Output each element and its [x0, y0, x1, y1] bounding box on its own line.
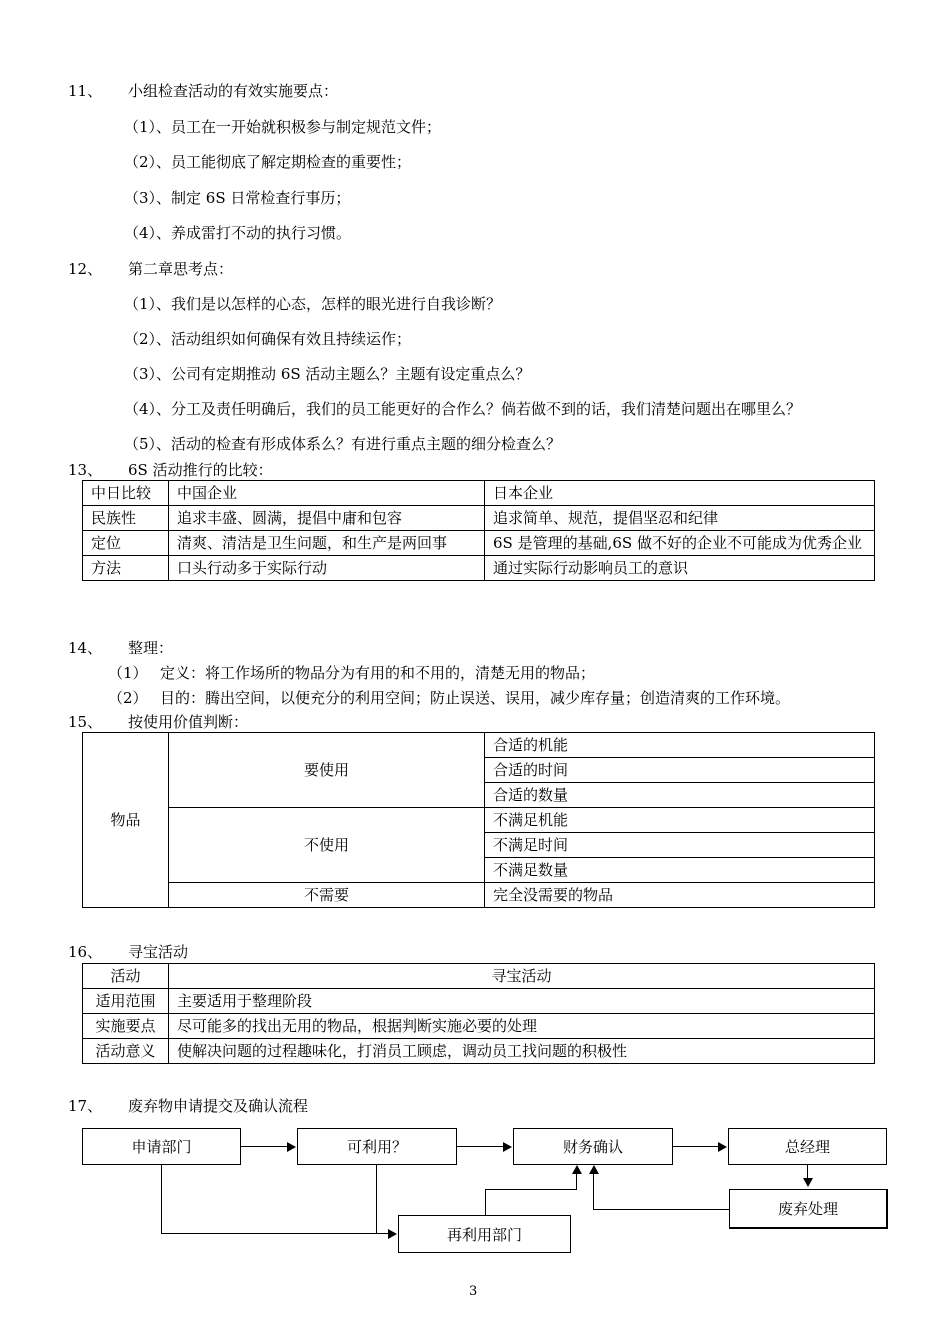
connector-line	[161, 1233, 389, 1234]
section-14-item-text: 定义：将工作场所的物品分为有用的和不用的，清楚无用的物品；	[160, 664, 596, 682]
table-row	[83, 808, 875, 833]
table-cell: 清爽、清洁是卫生问题，和生产是两回事	[169, 531, 485, 556]
arrow-right-icon	[287, 1142, 296, 1152]
table-cell: 追求丰盛、圆满，提倡中庸和包容	[169, 506, 485, 531]
section-13-number: 13、	[68, 461, 103, 479]
section-16-number: 16、	[68, 943, 103, 961]
table-row	[83, 531, 875, 556]
sub-cell: 完全没需要的物品	[485, 883, 875, 908]
section-13-title: 6S 活动推行的比较：	[128, 461, 273, 479]
group-cell: 要使用	[169, 733, 485, 808]
table-row	[83, 989, 875, 1014]
table-row	[83, 883, 875, 908]
flow-node-finance: 财务确认	[513, 1128, 673, 1165]
table-cell: 活动	[83, 964, 169, 989]
sub-cell: 合适的机能	[485, 733, 875, 758]
connector-line	[161, 1165, 162, 1234]
table-cell: 活动意义	[83, 1039, 169, 1064]
connector-line	[593, 1174, 594, 1210]
item-cell: 物品	[83, 733, 169, 908]
section-16-title: 寻宝活动	[128, 943, 189, 961]
arrow-right-icon	[503, 1142, 512, 1152]
table-cell: 寻宝活动	[169, 964, 875, 989]
group-cell: 不需要	[169, 883, 485, 908]
section-12-number: 12、	[68, 260, 103, 278]
section-11-number: 11、	[68, 82, 103, 100]
value-judgment-table	[82, 732, 875, 908]
section-12-item: （5）、活动的检查有形成体系么？有进行重点主题的细分检查么？	[124, 435, 562, 453]
sub-cell: 不满足数量	[485, 858, 875, 883]
sub-cell: 不满足时间	[485, 833, 875, 858]
arrow-up-icon	[589, 1165, 599, 1174]
sub-cell: 合适的时间	[485, 758, 875, 783]
sub-cell: 合适的数量	[485, 783, 875, 808]
section-14-item-text: 目的：腾出空间，以便充分的利用空间；防止误送、误用，减少库存量；创造清爽的工作环境。	[160, 689, 791, 707]
table-cell: 日本企业	[485, 481, 875, 506]
section-12-item: （2）、活动组织如何确保有效且持续运作；	[124, 330, 412, 348]
table-cell: 方法	[83, 556, 169, 581]
section-15-number: 15、	[68, 713, 103, 731]
section-11-item: （2）、员工能彻底了解定期检查的重要性；	[124, 153, 412, 171]
table-cell: 通过实际行动影响员工的意识	[485, 556, 875, 581]
section-17-title: 废弃物申请提交及确认流程	[128, 1097, 309, 1115]
arrow-right-icon	[388, 1229, 397, 1239]
section-11-item: （3）、制定 6S 日常检查行事历；	[124, 189, 351, 207]
table-row	[83, 481, 875, 506]
flow-node-reuse-dept: 再利用部门	[398, 1215, 571, 1253]
table-cell: 使解决问题的过程趣味化，打消员工顾虑，调动员工找问题的积极性	[169, 1039, 875, 1064]
section-14-item-number: （2）	[108, 689, 148, 707]
table-cell: 适用范围	[83, 989, 169, 1014]
section-12-item: （4）、分工及责任明确后，我们的员工能更好的合作么？倘若做不到的话，我们清楚问题出在哪里么？	[124, 400, 802, 418]
table-row	[83, 1039, 875, 1064]
comparison-table	[82, 480, 875, 581]
table-cell: 定位	[83, 531, 169, 556]
table-cell: 实施要点	[83, 1014, 169, 1039]
section-12-title: 第二章思考点：	[128, 260, 234, 278]
table-row	[83, 506, 875, 531]
arrow-up-icon	[572, 1165, 582, 1174]
section-14-number: 14、	[68, 639, 103, 657]
flow-node-reusable: 可利用？	[297, 1128, 457, 1165]
connector-line	[576, 1174, 577, 1190]
connector-line	[485, 1189, 577, 1190]
table-cell: 中国企业	[169, 481, 485, 506]
table-cell: 民族性	[83, 506, 169, 531]
connector-line	[241, 1146, 288, 1147]
table-row	[83, 1014, 875, 1039]
group-cell: 不使用	[169, 808, 485, 883]
flow-node-apply-dept: 申请部门	[82, 1128, 241, 1165]
connector-line	[485, 1189, 486, 1216]
table-cell: 尽可能多的找出无用的物品，根据判断实施必要的处理	[169, 1014, 875, 1039]
table-cell: 主要适用于整理阶段	[169, 989, 875, 1014]
table-row	[83, 964, 875, 989]
page-number: 3	[469, 1284, 478, 1299]
flow-node-dispose: 废弃处理	[729, 1189, 888, 1229]
connector-line	[807, 1165, 808, 1179]
table-cell: 中日比较	[83, 481, 169, 506]
section-11-item: （1）、员工在一开始就积极参与制定规范文件；	[124, 118, 442, 136]
sub-cell: 不满足机能	[485, 808, 875, 833]
section-14-item-number: （1）	[108, 664, 148, 682]
section-12-item: （1）、我们是以怎样的心态，怎样的眼光进行自我诊断？	[124, 295, 502, 313]
table-row	[83, 733, 875, 758]
section-14-title: 整理：	[128, 639, 174, 657]
arrow-down-icon	[803, 1178, 813, 1187]
section-11-title: 小组检查活动的有效实施要点：	[128, 82, 339, 100]
section-15-title: 按使用价值判断：	[128, 713, 249, 731]
table-cell: 口头行动多于实际行动	[169, 556, 485, 581]
treasure-hunt-table	[82, 963, 875, 1064]
table-row	[83, 556, 875, 581]
connector-line	[376, 1165, 377, 1234]
table-cell: 6S 是管理的基础,6S 做不好的企业不可能成为优秀企业	[485, 531, 875, 556]
connector-line	[593, 1209, 729, 1210]
section-12-item: （3）、公司有定期推动 6S 活动主题么？主题有设定重点么？	[124, 365, 531, 383]
table-cell: 追求简单、规范，提倡坚忍和纪律	[485, 506, 875, 531]
flow-node-gm: 总经理	[728, 1128, 887, 1165]
connector-line	[457, 1146, 504, 1147]
section-17-number: 17、	[68, 1097, 103, 1115]
section-11-item: （4）、养成雷打不动的执行习惯。	[124, 224, 352, 242]
arrow-right-icon	[718, 1142, 727, 1152]
connector-line	[673, 1146, 719, 1147]
